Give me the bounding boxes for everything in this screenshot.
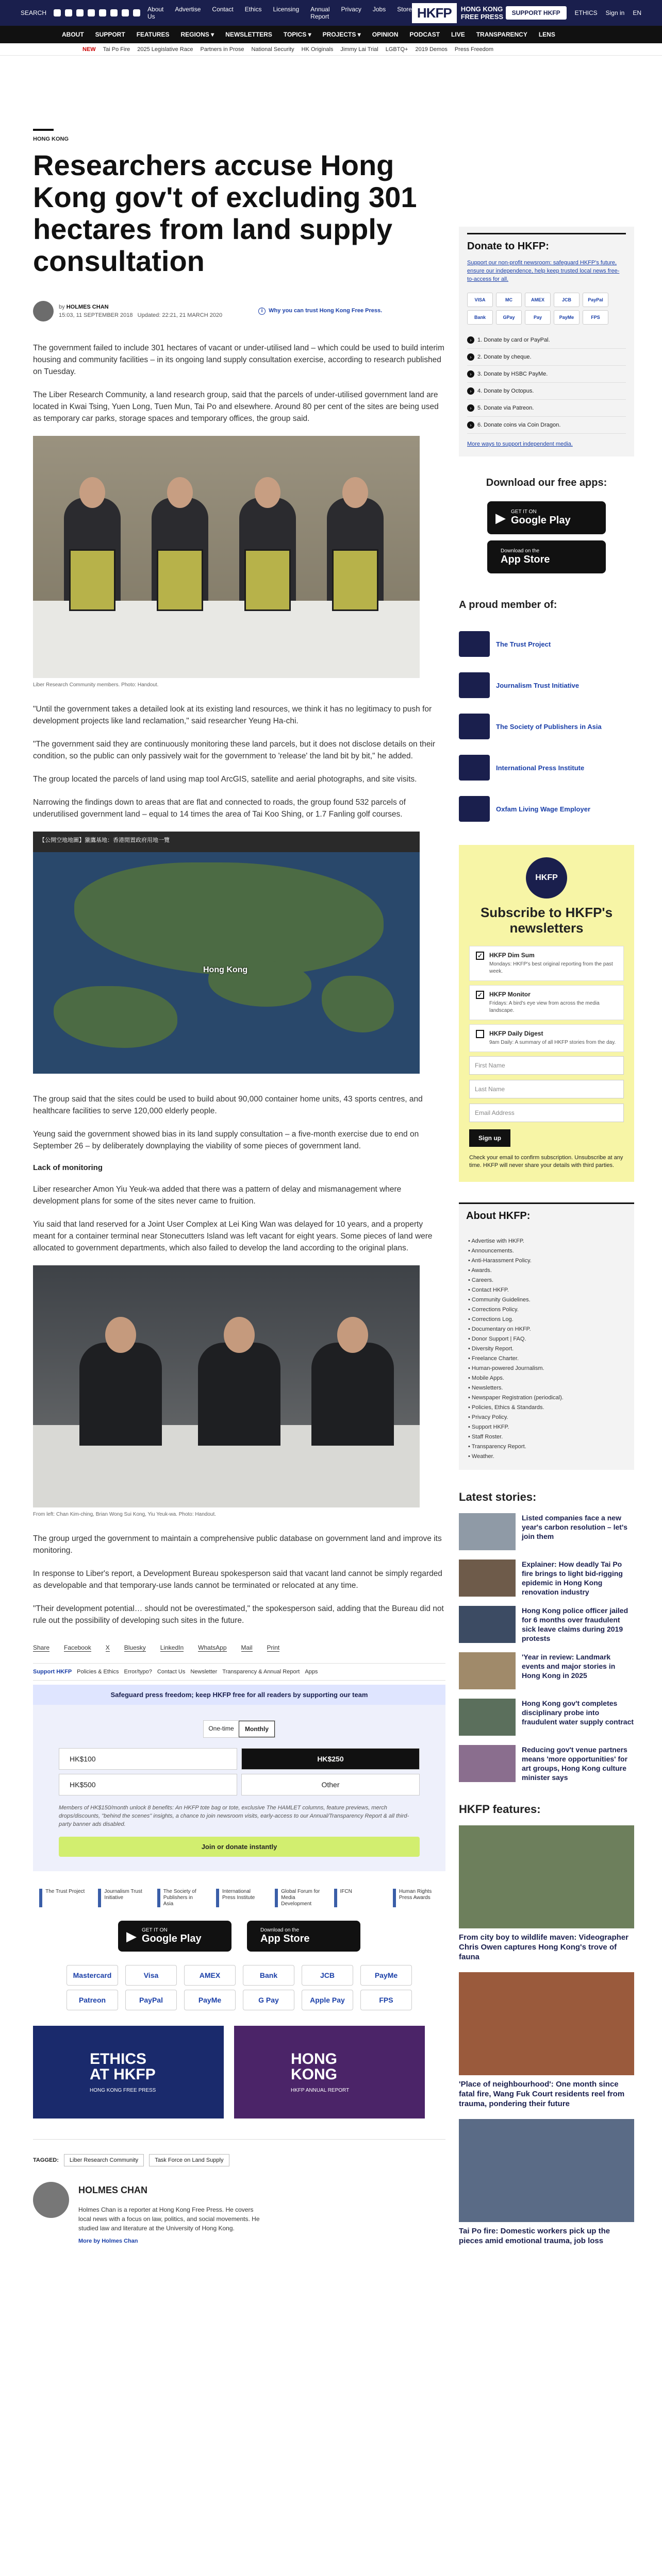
author-box — [33, 2182, 445, 2244]
story-headline: Hong Kong gov't completes disciplinary probe into fraudulent water supply contract — [522, 1699, 634, 1726]
card-logo: FPS — [583, 310, 608, 325]
tag[interactable]: Liber Research Community — [64, 2154, 144, 2166]
map-title: 【公開空地地圖】獵鷹基地：香港閒置政府用地一覽 — [33, 832, 420, 852]
about-link[interactable]: • Corrections Policy. — [468, 1305, 625, 1315]
card-logo: GPay — [496, 310, 522, 325]
instagram-icon[interactable] — [76, 9, 84, 16]
top-link[interactable]: About Us — [147, 6, 164, 20]
feature-image — [459, 1972, 634, 2075]
join-donate-button[interactable]: Join or donate instantly — [59, 1837, 420, 1857]
member-name: The Trust Project — [496, 640, 551, 648]
ethics-link[interactable]: ETHICS — [574, 9, 598, 16]
subheading: Lack of monitoring — [33, 1163, 103, 1172]
trending-bar — [0, 43, 662, 56]
card-logo: Pay — [525, 310, 551, 325]
more-by-author-link[interactable]: More by Holmes Chan — [78, 2238, 138, 2244]
author-avatar — [33, 301, 54, 321]
app-buttons — [33, 1921, 445, 1952]
promo-sub: HONG KONG FREE PRESS — [90, 2088, 156, 2093]
last-name-field[interactable]: Last Name — [469, 1080, 624, 1098]
partner-logo[interactable]: Human Rights Press Awards — [393, 1889, 439, 1907]
trending-item[interactable]: Partners in Prose — [200, 46, 244, 53]
story-headline: Explainer: How deadly Tai Po fire brings to light bid-rigging epidemic in Hong Kong renovation industry — [522, 1560, 623, 1596]
donate-option-label: 2. Donate by cheque. — [477, 354, 532, 360]
paragraph: The government failed to include 301 hectares of vacant or under-utilised land – which could be used to build interim housing and community facilities – in its ongoing land supply consultation exercise, according to research published on Tuesday. — [33, 344, 444, 376]
share-link[interactable]: X — [105, 1644, 110, 1651]
article — [33, 129, 445, 2244]
rss-icon[interactable] — [133, 9, 140, 16]
member-name: Oxfam Living Wage Employer — [496, 805, 591, 813]
support-links — [33, 1663, 445, 1681]
donate-option[interactable] — [467, 417, 626, 434]
facebook-icon[interactable] — [54, 9, 61, 16]
member-logo[interactable] — [459, 788, 634, 829]
about-link[interactable]: • Mobile Apps. — [468, 1374, 625, 1383]
payment-logo: PayPal — [125, 1990, 177, 2010]
promo-banners — [33, 2026, 445, 2119]
footer-link[interactable]: Policies & Ethics — [77, 1669, 119, 1675]
amount-option[interactable]: HK$500 — [59, 1774, 237, 1795]
nav-item[interactable]: LENS — [538, 31, 555, 38]
paragraph: The group urged the government to maintain a comprehensive public database on government land and improve its monitoring. — [33, 1534, 442, 1555]
payment-logo: G Pay — [243, 1990, 294, 2010]
donate-option[interactable] — [467, 383, 626, 400]
member-logo[interactable] — [459, 747, 634, 788]
tag[interactable]: Task Force on Land Supply — [149, 2154, 229, 2166]
story-thumbnail — [459, 1699, 516, 1736]
nav-item[interactable]: LIVE — [451, 31, 465, 38]
newsletter-name: HKFP Daily Digest — [489, 1030, 543, 1037]
promo-title: HONG KONG — [291, 2050, 337, 2083]
payment-logo: AMEX — [184, 1965, 236, 1986]
member-name: Journalism Trust Initiative — [496, 681, 580, 689]
feature-image — [459, 1825, 634, 1928]
trust-link[interactable]: i Why you can trust Hong Kong Free Press. — [258, 308, 382, 315]
amount-other[interactable]: Other — [241, 1774, 420, 1795]
checkbox-icon[interactable]: ✓ — [476, 991, 484, 999]
photo-press-conference — [33, 1265, 420, 1507]
story-thumbnail — [459, 1606, 516, 1643]
about-link[interactable]: • Newsletters. — [468, 1383, 625, 1393]
donate-option[interactable] — [467, 332, 626, 349]
feature-headline: Tai Po fire: Domestic workers pick up the pieces amid emotional trauma, job loss — [459, 2227, 610, 2245]
amount-grid — [59, 1748, 420, 1795]
about-link[interactable]: • Contact HKFP. — [468, 1285, 625, 1295]
paragraph: The Liber Research Community, a land research group, said that the parcels of under-utilised government land are located in Kwai Tsing, Yuen Long, Tuen Mun, Tai Po and elsewhere. Around 80 per cent of the sites are being used as temporary car parks, storage spaces and temporary offices, the group said. — [33, 391, 439, 423]
card-logo: PayMe — [554, 310, 580, 325]
newsletter-desc: 9am Daily: A summary of all HKFP stories from the day. — [489, 1040, 616, 1045]
newsletter-name: HKFP Monitor — [489, 991, 531, 998]
logo-text: HONG KONG FREE PRESS — [460, 5, 504, 21]
top-links — [147, 6, 412, 20]
card-logo: Bank — [467, 310, 493, 325]
embedded-map[interactable] — [33, 832, 420, 1074]
payment-logo: Visa — [125, 1965, 177, 1986]
app-store-button[interactable]: Download on the App Store — [247, 1921, 360, 1952]
social-links — [54, 9, 140, 16]
info-icon: i — [258, 308, 266, 315]
author-photo — [33, 2182, 69, 2218]
latest-story[interactable] — [459, 1745, 634, 1782]
paragraph: "Until the government takes a detailed look at its existing land resources, we think it has no legitimacy to push for development projects like land reclamation," said researcher Yeung Ha-chi. — [33, 705, 432, 725]
sidebar-donate — [459, 227, 634, 456]
paragraph: "Their development potential… should not be overestimated," the spokesperson said, adding that the Bureau did not rule out the possibility of developing such sites in the future. — [33, 1604, 444, 1625]
one-time-option[interactable]: One-time — [208, 1725, 234, 1732]
footer-link[interactable]: Newsletter — [190, 1669, 218, 1675]
about-link[interactable]: • Announcements. — [468, 1246, 625, 1256]
google-play-button[interactable]: ▶ GET IT ON Google Play — [118, 1921, 231, 1952]
site-logo[interactable] — [412, 3, 503, 23]
about-link[interactable]: • Transparency Report. — [468, 1442, 625, 1452]
member-of — [459, 599, 634, 829]
membership-note: Members of HK$150/month unlock 8 benefits: An HKFP tote bag or tote, exclusive The HAMLET columns, feature previews, merch drops/discounts, "behind the scenes" insights, a chance to join newsroom visits, early-access to our Annual/Transparency Report & all third-party banner ads disabled. — [59, 1805, 409, 1827]
donate-text-link[interactable]: Support our non-profit newsroom: safeguard HKFP's future, ensure our independence, help keep trusted local news free-to-access for all. — [467, 260, 620, 282]
donate-banner: Safeguard press freedom; keep HKFP free for all readers by supporting our team — [33, 1685, 445, 1705]
byline: by HOLMES CHAN 15:03, 11 SEPTEMBER 2018 Updated: 22:21, 21 MARCH 2020 i Why you can trust Hong Kong Free Press. — [33, 301, 445, 321]
photo-liber-members — [33, 436, 420, 678]
partner-logo[interactable]: Global Forum for Media Development — [275, 1889, 321, 1907]
footer-link[interactable]: Apps — [305, 1669, 318, 1675]
donate-box — [33, 1685, 445, 1871]
youtube-icon[interactable] — [110, 9, 118, 16]
amount-option[interactable]: HK$100 — [59, 1748, 237, 1770]
threads-icon[interactable] — [88, 9, 95, 16]
latest-story[interactable] — [459, 1513, 634, 1550]
donate-option[interactable] — [467, 400, 626, 417]
support-link[interactable]: Support HKFP — [33, 1669, 72, 1675]
about-link[interactable]: • Donor Support | FAQ. — [468, 1334, 625, 1344]
payment-logo: PayMe — [184, 1990, 236, 2010]
footer-link[interactable]: Contact Us — [157, 1669, 186, 1675]
feature-story[interactable] — [459, 1825, 634, 1962]
story-thumbnail — [459, 1560, 516, 1597]
top-link[interactable]: Ethics — [244, 6, 262, 13]
top-link[interactable]: Advertise — [175, 6, 201, 13]
donate-option-label: 6. Donate coins via Coin Dragon. — [477, 422, 561, 428]
about-link[interactable]: • Privacy Policy. — [468, 1413, 625, 1422]
card-logo: MC — [496, 293, 522, 307]
donate-option[interactable] — [467, 349, 626, 366]
about-link[interactable]: • Documentary on HKFP. — [468, 1325, 625, 1334]
latest-title: Latest stories: — [459, 1490, 537, 1503]
feature-image — [459, 2119, 634, 2222]
option-number-icon: › — [467, 387, 474, 395]
option-number-icon: › — [467, 370, 474, 378]
newsletter-desc: Fridays: A bird's eye view from across the media landscape. — [489, 1001, 600, 1013]
newsletter-note: Check your email to confirm subscription. Unsubscribe at any time. HKFP will never share your details with third parties. — [469, 1155, 623, 1168]
card-logo: VISA — [467, 293, 493, 307]
latest-story[interactable] — [459, 1606, 634, 1643]
google-play-button[interactable]: ▶ GET IT ON Google Play — [487, 501, 606, 534]
features-title: HKFP features: — [459, 1803, 541, 1816]
share-link[interactable]: Facebook — [64, 1644, 91, 1651]
promo-title: ETHICS AT HKFP — [90, 2050, 156, 2083]
updated-date: Updated: 22:21, 21 MARCH 2020 — [137, 312, 223, 318]
member-logo-icon — [459, 714, 490, 739]
payment-logo: PayMe — [360, 1965, 412, 1986]
option-number-icon: › — [467, 353, 474, 361]
nav-item[interactable]: TRANSPARENCY — [476, 31, 527, 38]
trending-item[interactable]: Press Freedom — [454, 46, 494, 53]
logo-mark: HKFP — [412, 3, 457, 23]
member-logo[interactable] — [459, 706, 634, 747]
latest-stories — [459, 1490, 634, 1782]
amount-option-selected[interactable]: HK$250 — [241, 1748, 420, 1770]
x-icon[interactable] — [65, 9, 72, 16]
nav-item[interactable]: REGIONS ▾ — [180, 31, 214, 38]
card-logo: AMEX — [525, 293, 551, 307]
author-name[interactable]: HOLMES CHAN — [78, 2185, 147, 2195]
members-title: A proud member of: — [459, 599, 557, 611]
tagged-label: TAGGED: — [33, 2157, 59, 2163]
feature-story[interactable] — [459, 1972, 634, 2109]
top-bar — [0, 0, 662, 26]
story-headline: Hong Kong police officer jailed for 6 months over fraudulent sick leave claims during 2019 protests — [522, 1606, 628, 1642]
top-link[interactable]: Store — [397, 6, 412, 13]
newsletter-option[interactable] — [469, 985, 624, 1020]
latest-story[interactable] — [459, 1652, 634, 1689]
payment-logo: JCB — [302, 1965, 353, 1986]
card-logo: PayPal — [583, 293, 608, 307]
top-link[interactable]: Contact — [212, 6, 234, 13]
member-name: International Press Institute — [496, 764, 585, 772]
story-thumbnail — [459, 1745, 516, 1782]
about-link[interactable]: • Human-powered Journalism. — [468, 1364, 625, 1374]
partner-logos — [33, 1871, 445, 1921]
support-hkfp-button[interactable]: SUPPORT HKFP — [506, 6, 567, 20]
checkbox-icon[interactable]: ✓ — [476, 952, 484, 960]
nav-item[interactable]: NEWSLETTERS — [225, 31, 272, 38]
signup-button[interactable]: Sign up — [469, 1129, 510, 1147]
donate-option-label: 4. Donate by Octopus. — [477, 388, 534, 394]
main-nav — [0, 26, 662, 43]
about-link[interactable]: • Diversity Report. — [468, 1344, 625, 1354]
partner-logo[interactable]: The Society of Publishers in Asia — [157, 1889, 204, 1907]
trending-label: NEW — [82, 46, 96, 53]
feature-story[interactable] — [459, 2119, 634, 2246]
payment-methods — [33, 1965, 445, 2010]
donate-option-label: 5. Donate via Patreon. — [477, 405, 534, 411]
paragraph: Yeung said the government showed bias in its land supply consultation – a five-month exercise due to end on September 26 – by deliberately downplaying the viability of some pieces of government land. — [33, 1130, 419, 1150]
member-logo-icon — [459, 631, 490, 657]
nav-item[interactable]: OPINION — [372, 31, 399, 38]
about-link[interactable]: • Freelance Charter. — [468, 1354, 625, 1364]
paragraph: The group located the parcels of land using map tool ArcGIS, satellite and aerial photographs, and site visits. — [33, 775, 417, 784]
frequency-toggle — [203, 1720, 275, 1738]
nav-item[interactable]: ABOUT — [62, 31, 84, 38]
trending-item[interactable]: Tai Po Fire — [103, 46, 130, 53]
feature-headline: From city boy to wildlife maven: Videographer Chris Owen captures Hong Kong's trove of fauna — [459, 1933, 628, 1961]
story-headline: 'Year in review: Landmark events and major stories in Hong Kong in 2025 — [522, 1653, 616, 1680]
share-bar — [33, 1644, 445, 1652]
story-headline: Reducing gov't venue partners means 'more opportunities' for art groups, Hong Kong culture minister says — [522, 1745, 628, 1782]
story-headline: Listed companies face a new year's carbon resolution – let's join them — [522, 1514, 628, 1540]
photo-caption: Liber Research Community members. Photo: Handout. — [33, 682, 159, 688]
payment-logo: Patreon — [67, 1990, 118, 2010]
donate-option[interactable] — [467, 366, 626, 383]
about-link[interactable]: • Advertise with HKFP. — [468, 1236, 625, 1246]
member-logo[interactable] — [459, 623, 634, 665]
section-rule — [33, 129, 54, 131]
footer-link[interactable]: Error/typo? — [124, 1669, 152, 1675]
about-link[interactable]: • Policies, Ethics & Standards. — [468, 1403, 625, 1413]
option-number-icon: › — [467, 404, 474, 412]
sidebar — [459, 227, 634, 2256]
trending-item[interactable]: HK Originals — [301, 46, 334, 53]
share-link[interactable]: Print — [267, 1644, 280, 1651]
member-logo-icon — [459, 672, 490, 698]
member-name: The Society of Publishers in Asia — [496, 722, 602, 731]
hkfp-features — [459, 1803, 634, 2246]
about-link[interactable]: • Community Guidelines. — [468, 1295, 625, 1305]
google-play-icon: ▶ — [495, 510, 506, 526]
about-link[interactable]: • Staff Roster. — [468, 1432, 625, 1442]
tags — [33, 2139, 445, 2166]
trending-item[interactable]: Jimmy Lai Trial — [340, 46, 378, 53]
share-link[interactable]: Share — [33, 1644, 50, 1651]
trending-item[interactable]: 2025 Legislative Race — [137, 46, 193, 53]
newsletter-signup — [459, 845, 634, 1182]
nav-item[interactable]: TOPICS ▾ — [283, 31, 311, 38]
newsletter-desc: Mondays: HKFP's best original reporting from the past week. — [489, 961, 613, 974]
nav-item[interactable]: PROJECTS ▾ — [322, 31, 361, 38]
trending-item[interactable]: LGBTQ+ — [385, 46, 408, 53]
promo-sub: HKFP ANNUAL REPORT — [291, 2088, 350, 2093]
option-number-icon: › — [467, 421, 474, 429]
signin-link[interactable]: Sign in — [605, 9, 625, 16]
partner-logo[interactable]: IFCN — [334, 1889, 380, 1907]
story-thumbnail — [459, 1513, 516, 1550]
newsletter-option[interactable] — [469, 1024, 624, 1052]
trending-item[interactable]: National Security — [251, 46, 294, 53]
newsletter-option[interactable] — [469, 946, 624, 981]
author-bio: Holmes Chan is a reporter at Hong Kong Free Press. He covers local news with a focus on law, politics, and social movements. He studied law and literature at the University of Hong Kong. — [78, 2206, 260, 2232]
publish-date: 15:03, 11 SEPTEMBER 2018 — [59, 312, 133, 318]
checkbox-icon[interactable] — [476, 1030, 484, 1038]
share-link[interactable]: Bluesky — [124, 1644, 146, 1651]
member-logo[interactable] — [459, 665, 634, 706]
about-link[interactable]: • Awards. — [468, 1266, 625, 1276]
payment-logo: Bank — [243, 1965, 294, 1986]
newsletter-title: Subscribe to HKFP's newsletters — [480, 905, 613, 936]
partner-logo[interactable]: Journalism Trust Initiative — [98, 1889, 144, 1907]
paragraph: The group said that the sites could be used to build about 90,000 container home units, 43 sports centres, and healthcare facilities to serve 120,000 elderly people. — [33, 1095, 423, 1115]
partner-logo[interactable]: International Press Institute — [216, 1889, 262, 1907]
top-link[interactable]: Licensing — [273, 6, 300, 13]
photo-caption: From left: Chan Kim-ching, Brian Wong Sui Kong, Yiu Yeuk-wa. Photo: Handout. — [33, 1512, 217, 1517]
partner-logo[interactable]: The Trust Project — [39, 1889, 86, 1907]
payment-logo: Apple Pay — [302, 1990, 353, 2010]
more-ways-link[interactable]: More ways to support independent media. — [467, 441, 573, 447]
nav-item[interactable]: FEATURES — [136, 31, 170, 38]
about-link[interactable]: • Corrections Log. — [468, 1315, 625, 1325]
member-logo-icon — [459, 755, 490, 781]
about-title: About HKFP: — [459, 1202, 634, 1228]
share-link[interactable]: WhatsApp — [198, 1644, 227, 1651]
about-link[interactable]: • Careers. — [468, 1276, 625, 1285]
donate-option-label: 3. Donate by HSBC PayMe. — [477, 371, 548, 377]
hkfp-badge: HKFP — [526, 857, 567, 899]
first-name-field[interactable]: First Name — [469, 1056, 624, 1075]
share-link[interactable]: Mail — [241, 1644, 253, 1651]
language-switch[interactable]: EN — [633, 9, 641, 16]
sidebar-donate-title: Donate to HKFP: — [467, 233, 626, 259]
card-logo: JCB — [554, 293, 580, 307]
section-label[interactable]: HONG KONG — [33, 136, 69, 142]
nav-item[interactable]: SUPPORT — [95, 31, 125, 38]
latest-story[interactable] — [459, 1699, 634, 1736]
about-link[interactable]: • Support HKFP. — [468, 1422, 625, 1432]
about-link[interactable]: • Weather. — [468, 1452, 625, 1462]
apps-title: Download our free apps: — [486, 477, 607, 488]
google-play-icon: ▶ — [126, 1928, 137, 1944]
option-number-icon: › — [467, 336, 474, 344]
ethics-promo[interactable] — [33, 2026, 224, 2119]
sidebar-apps — [459, 477, 634, 573]
app-store-button[interactable]: Download on the App Store — [487, 540, 606, 573]
paragraph: In response to Liber's report, a Development Bureau spokesperson said that vacant land cannot be simply regarded as developable and that temporary-use lands cannot be terminated or relocated at any time. — [33, 1569, 442, 1590]
author-name[interactable]: HOLMES CHAN — [66, 304, 109, 310]
card-logos — [467, 293, 626, 325]
member-logo-icon — [459, 796, 490, 822]
footer-link[interactable]: Transparency & Annual Report — [222, 1669, 300, 1675]
top-link[interactable]: Jobs — [372, 6, 386, 13]
payment-logo: FPS — [360, 1990, 412, 2010]
about-link[interactable]: • Newspaper Registration (periodical). — [468, 1393, 625, 1403]
about-box — [459, 1202, 634, 1470]
map-label: Hong Kong — [203, 965, 248, 974]
paragraph: "The government said they are continuously monitoring these land parcels, but it does not disclose details on their condition, so the public can only passively wait for the government to 'release' the land bit by bit," he added. — [33, 740, 436, 760]
paragraph: Liber researcher Amon Yiu Yeuk-wa added that there was a pattern of delay and mismanagement where development plans for some of the sites never came to fruition. — [33, 1185, 402, 1206]
monthly-option[interactable]: Monthly — [239, 1721, 275, 1737]
story-thumbnail — [459, 1652, 516, 1689]
payment-logo: Mastercard — [67, 1965, 118, 1986]
annual-report-promo[interactable] — [234, 2026, 425, 2119]
search-button[interactable]: SEARCH — [21, 9, 47, 16]
donate-option-label: 1. Donate by card or PayPal. — [477, 337, 550, 343]
share-link[interactable]: LinkedIn — [160, 1644, 184, 1651]
telegram-icon[interactable] — [99, 9, 106, 16]
article-title: Researchers accuse Hong Kong gov't of excluding 301 hectares from land supply consultation — [33, 149, 417, 277]
about-link[interactable]: • Anti-Harassment Policy. — [468, 1256, 625, 1266]
email-field[interactable]: Email Address — [469, 1104, 624, 1122]
paragraph: Narrowing the findings down to areas that are flat and connected to roads, the group found 532 parcels of underutilised government land – equal to 14 times the area of Tai Koo Shing, or 1.7 Fanling golf courses. — [33, 798, 406, 819]
feature-headline: 'Place of neighbourhood': One month since fatal fire, Wang Fuk Court residents reel from trauma, pondering their future — [459, 2080, 625, 2108]
top-link[interactable]: Privacy — [341, 6, 361, 13]
newsletter-name: HKFP Dim Sum — [489, 952, 535, 959]
trending-item[interactable]: 2019 Demos — [415, 46, 448, 53]
nav-item[interactable]: PODCAST — [409, 31, 440, 38]
email-icon[interactable] — [122, 9, 129, 16]
paragraph: Yiu said that land reserved for a Joint User Complex at Lei King Wan was delayed for 10 years, and a property meant for a container terminal near Stonecutters Island was left vacant for eight years. Some pieces of land were allocated to government departments, which also failed to develop the land according to the original plans. — [33, 1220, 433, 1252]
latest-story[interactable] — [459, 1560, 634, 1597]
top-link[interactable]: Annual Report — [310, 6, 330, 20]
